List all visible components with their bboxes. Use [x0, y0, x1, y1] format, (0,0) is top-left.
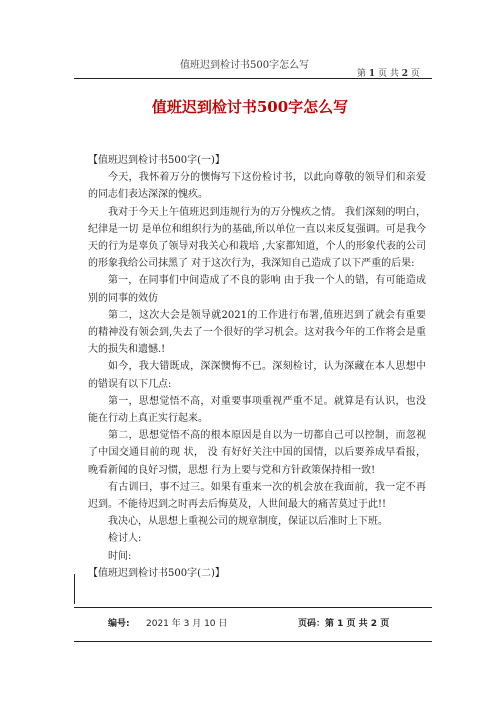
footer-divider-bottom	[74, 641, 432, 642]
section-heading: 【值班迟到检讨书500字(二)】	[88, 567, 225, 579]
paragraph: 如今，我大错既成，深深懊悔不已。深刻检讨，认为深藏在本人思想中的错误有以下几点:	[88, 361, 426, 390]
document-title: 值班迟到检讨书500字怎么写	[151, 98, 349, 116]
footer-page-number: 页码：第 1 页 共 2 页	[298, 619, 390, 629]
paragraph: 今天，我怀着万分的懊悔写下这份检讨书，以此向尊敬的领导们和亲爱的同志们表达深深的愧疚。	[88, 172, 426, 201]
paragraph: 第一，思想觉悟不高，对重要事项重视严重不足。就算是有认识，也没能在行动上真正实行起来。	[88, 395, 426, 425]
signature-line: 检讨人:	[108, 533, 142, 545]
paragraph: 有古训曰，事不过三。如果有重来一次的机会放在我面前，我一定不再迟到。不能待迟到之时再去后悔莫及，人世间最大的痛苦莫过于此!!	[88, 481, 426, 511]
date-line: 时间:	[108, 550, 132, 562]
page-footer	[74, 616, 432, 636]
paragraph: 第二，思想觉悟不高的根本原因是自以为一切都自己可以控制，而忽视了中国交通目前的现 状， 没 有好好关注中国的国情，以后要养成早看报，晚看新闻的良好习惯，思想 行为上要与党和方针政策保持相一致!	[88, 430, 426, 476]
footer-side-rule	[74, 574, 75, 604]
running-header-title: 值班迟到检讨书500字怎么写	[180, 60, 310, 71]
paragraph: 第二，这次大会是领导就2021的工作进行布署,值班迟到了就会有重要的精神没有领会到,失去了一个很好的学习机会。这对我今年的工作将会是重大的损失和遗憾.!	[88, 309, 426, 356]
paragraph: 第一，在同事们中间造成了不良的影响 由于我一个人的错，有可能造成别的同事的效仿	[88, 275, 426, 304]
footer-date: 2021 年 3 月 10 日	[146, 619, 228, 629]
running-header-page-number: 第 1 页 共 2 页	[357, 69, 420, 79]
paragraph: 我对于今天上午值班迟到违规行为的万分愧疚之情。 我们深刻的明白，纪律是一切 是单位和组织行为的基础,所以单位一直以来反复强调。可是我今天的行为是辜负了领导对我关心和栽培 ,大家都知道，个人的形象代表的公司的形象我给公司抹黑了 对于这次行为，我深知自己造成了以下严重的后果:	[88, 206, 426, 270]
footer-divider-top	[74, 607, 432, 608]
footer-code-label: 编号:	[108, 619, 130, 629]
paragraph: 我决心，从思想上重视公司的规章制度，保证以后准时上下班。	[108, 516, 388, 528]
header-divider	[74, 78, 432, 79]
section-heading: 【值班迟到检讨书500字(一)】	[88, 155, 225, 166]
document-body	[88, 152, 426, 582]
